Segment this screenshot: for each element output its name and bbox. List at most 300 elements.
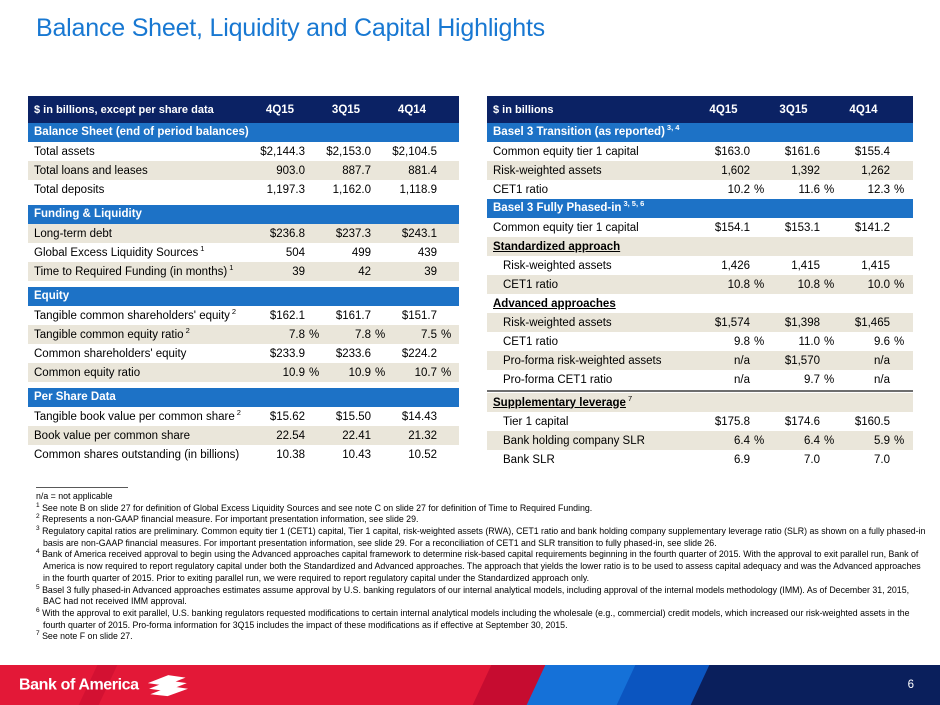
table-row (28, 445, 459, 464)
row-label (493, 416, 697, 428)
section-title: Per Share Data (34, 391, 116, 403)
row-label-sup: 1 (200, 243, 205, 253)
cell-value: 10.8 (727, 278, 750, 291)
value-group (321, 146, 387, 158)
section-band (28, 123, 459, 142)
row-label-text: Global Excess Liquidity Sources (34, 246, 199, 259)
cell-value: 22.54 (276, 429, 305, 442)
row-label-text: Tangible common equity ratio (34, 328, 184, 341)
value-group (387, 449, 453, 461)
row-label (34, 228, 255, 240)
cell-value: $163.0 (714, 145, 750, 158)
value-group (697, 222, 767, 234)
section-band (487, 199, 913, 218)
value-group (767, 416, 837, 428)
row-label-text: Book value per common share (34, 429, 190, 442)
row-label-sup: 2 (236, 407, 241, 417)
footnote: $^2$ Represents a non-GAAP financial measure. For important presentation information, see slide 29. (36, 513, 419, 525)
cell-unit (890, 355, 907, 367)
cell-unit (890, 416, 907, 428)
row-label (493, 222, 697, 234)
cell-unit: % (375, 328, 386, 341)
value-group (697, 374, 767, 386)
brand-wordmark: Bank of America (19, 676, 139, 693)
footnote-marker: 6 (36, 606, 40, 614)
cell-value: 1,602 (721, 164, 750, 177)
row-label-text: Total assets (34, 145, 95, 158)
cell-unit (820, 165, 837, 177)
cell-unit (437, 247, 453, 259)
cell-value: n/a (874, 373, 890, 386)
footnote-marker: 3 (36, 525, 40, 533)
cell-value: 11.6 (798, 183, 820, 196)
row-label (34, 262, 255, 278)
cell-value: 10.0 (867, 278, 890, 291)
table-row (487, 142, 913, 161)
row-label (34, 243, 255, 259)
cell-value: 7.8 (289, 328, 305, 341)
row-label-text: Pro-forma CET1 ratio (503, 373, 613, 386)
row-label-text: Total deposits (34, 183, 105, 196)
cell-value: 42 (358, 265, 371, 278)
cell-value: $161.6 (784, 145, 820, 158)
table-row (28, 325, 459, 344)
value-group (387, 367, 453, 379)
footnote-marker: 5 (36, 583, 40, 591)
cell-value: 10.52 (408, 448, 437, 461)
row-label (34, 146, 255, 158)
value-group (321, 228, 387, 240)
cell-unit (305, 430, 321, 442)
cell-unit (437, 348, 453, 360)
cell-value: $236.8 (269, 227, 305, 240)
value-group (387, 310, 453, 322)
row-label-sup: 1 (229, 262, 234, 272)
cell-unit: % (894, 278, 905, 291)
cell-unit (437, 165, 453, 177)
table-row (28, 306, 459, 325)
row-label (493, 355, 697, 367)
value-group (837, 165, 907, 177)
value-group (255, 329, 321, 341)
value-group (697, 165, 767, 177)
value-group (255, 449, 321, 461)
bofa-flag-icon (146, 674, 188, 697)
row-label (34, 367, 255, 379)
value-group (255, 165, 321, 177)
balance-sheet-table (28, 96, 459, 464)
cell-unit (371, 348, 387, 360)
footer-band (0, 665, 940, 705)
cell-value: $154.1 (714, 221, 750, 234)
cell-unit: % (309, 366, 320, 379)
value-group (255, 266, 321, 278)
cell-value: $1,574 (714, 316, 750, 329)
cell-unit (305, 184, 321, 196)
cell-unit (750, 165, 767, 177)
value-group (767, 454, 837, 466)
row-label-text: Standardized approach (493, 240, 621, 253)
value-group (321, 266, 387, 278)
section-title: Basel 3 Transition (as reported) (493, 126, 665, 138)
table-row (28, 262, 459, 281)
column-header: 4Q14 (397, 103, 427, 116)
row-label (493, 165, 697, 177)
value-group (387, 329, 453, 341)
footnote-marker: 1 (36, 501, 40, 509)
value-group (837, 222, 907, 234)
value-group (321, 310, 387, 322)
table-unit-note: $ in billions, except per share data (34, 103, 214, 116)
row-label-sup: 7 (627, 393, 633, 403)
table-row (487, 393, 913, 412)
value-group (387, 146, 453, 158)
table-row (487, 450, 913, 469)
cell-value: $233.9 (269, 347, 305, 360)
cell-value: 7.0 (804, 453, 820, 466)
value-group (387, 165, 453, 177)
column-header: 4Q15 (709, 103, 738, 116)
value-group (321, 329, 387, 341)
column-header: 4Q15 (265, 103, 295, 116)
cell-value: 39 (292, 265, 305, 278)
value-group (321, 247, 387, 259)
table-row (487, 180, 913, 199)
value-group (837, 416, 907, 428)
cell-unit (371, 146, 387, 158)
cell-unit: % (894, 434, 905, 447)
footnote: $^5$ Basel 3 fully phased-in Advanced approaches estimates assume approval by U.S. banking regulators of our internal analytical models, including approval of the internal models methodology (IMM). As of December 31, 2015, BAC had not received IMM approval. (36, 583, 910, 607)
value-group (321, 411, 387, 423)
cell-value: 499 (351, 246, 371, 259)
cell-value: n/a (734, 354, 750, 367)
section-title: Funding & Liquidity (34, 208, 142, 220)
table-row (28, 344, 459, 363)
cell-unit (750, 260, 767, 272)
value-group (837, 435, 907, 447)
value-group (697, 336, 767, 348)
cell-value: $1,398 (784, 316, 820, 329)
cell-value: 12.3 (867, 183, 890, 196)
cell-value: 881.4 (408, 164, 437, 177)
cell-unit (750, 416, 767, 428)
cell-value: 22.41 (342, 429, 371, 442)
value-group (321, 430, 387, 442)
cell-unit (305, 310, 321, 322)
cell-value: 10.7 (414, 366, 437, 379)
cell-value: 10.9 (282, 366, 305, 379)
cell-unit (437, 449, 453, 461)
row-label (493, 279, 697, 291)
cell-unit (305, 266, 321, 278)
cell-value: $151.7 (401, 309, 437, 322)
row-label (34, 325, 255, 341)
cell-value: 21.32 (408, 429, 437, 442)
na-note: n/a = not applicable (36, 491, 113, 501)
section-title-sup: 3, 5, 6 (623, 199, 645, 209)
row-label (493, 454, 697, 466)
cell-unit: % (824, 183, 835, 196)
table-separator (487, 390, 913, 392)
cell-unit (437, 310, 453, 322)
cell-unit (437, 146, 453, 158)
cell-unit: % (824, 373, 835, 386)
table-row (487, 161, 913, 180)
value-group (697, 260, 767, 272)
row-label-text: Tangible book value per common share (34, 410, 235, 423)
cell-unit (371, 247, 387, 259)
cell-unit: % (441, 366, 452, 379)
cell-value: 10.2 (727, 183, 750, 196)
cell-unit (371, 449, 387, 461)
row-label (34, 165, 255, 177)
value-group (387, 411, 453, 423)
section-band (28, 205, 459, 224)
cell-value: $1,465 (854, 316, 890, 329)
row-label-text: Risk-weighted assets (493, 164, 602, 177)
value-group (767, 165, 837, 177)
row-label-text: CET1 ratio (493, 183, 548, 196)
section-band (28, 287, 459, 306)
row-label-text: Common equity ratio (34, 366, 141, 379)
cell-unit (820, 260, 837, 272)
value-group (321, 367, 387, 379)
cell-value: 10.43 (342, 448, 371, 461)
cell-unit (437, 184, 453, 196)
cell-value: 5.9 (874, 434, 890, 447)
value-group (255, 228, 321, 240)
cell-unit: % (309, 328, 320, 341)
row-label (493, 435, 697, 447)
value-group (321, 165, 387, 177)
bank-of-america-logo (19, 674, 188, 697)
section-title-sup: 3, 4 (666, 123, 680, 133)
cell-value: $162.1 (269, 309, 305, 322)
cell-value: $1,570 (784, 354, 820, 367)
cell-value: 6.4 (804, 434, 820, 447)
cell-value: $174.6 (784, 415, 820, 428)
cell-unit: % (754, 183, 765, 196)
cell-value: 887.7 (342, 164, 371, 177)
cell-value: 1,392 (791, 164, 820, 177)
cell-value: 10.9 (348, 366, 371, 379)
cell-unit (890, 317, 907, 329)
row-label-text: Risk-weighted assets (503, 259, 612, 272)
cell-value: $175.8 (714, 415, 750, 428)
table-row (28, 161, 459, 180)
row-label (34, 430, 255, 442)
row-label-text: Common equity tier 1 capital (493, 145, 639, 158)
table-row (487, 412, 913, 431)
row-label (493, 336, 697, 348)
cell-value: $14.43 (401, 410, 437, 423)
table-row (487, 351, 913, 370)
value-group (837, 260, 907, 272)
capital-table (487, 96, 913, 469)
value-group (837, 317, 907, 329)
row-label (493, 317, 697, 329)
value-group (255, 348, 321, 360)
table-row (28, 180, 459, 199)
value-group (697, 454, 767, 466)
cell-value: 903.0 (276, 164, 305, 177)
cell-value: $160.5 (854, 415, 890, 428)
cell-value: $233.6 (335, 347, 371, 360)
table-row (28, 407, 459, 426)
value-group (767, 336, 837, 348)
row-label-text: Time to Required Funding (in months) (34, 265, 228, 278)
cell-value: 10.38 (276, 448, 305, 461)
table-row (487, 332, 913, 351)
cell-unit: % (824, 434, 835, 447)
cell-value: 1,197.3 (266, 183, 305, 196)
cell-value: $237.3 (335, 227, 371, 240)
footnote: $^6$ With the approval to exit parallel, U.S. banking regulators requested modifications to certain internal analytical models including the wholesale (e.g., commercial) credit models, which increased our risk-weighted assets in the fourth quarter of 2015. Pro-forma information for 3Q15 includes the impact of these modifications as if effective at September 30, 2015. (36, 606, 910, 630)
cell-unit: % (441, 328, 452, 341)
table-row (28, 142, 459, 161)
cell-unit (371, 430, 387, 442)
cell-unit (890, 374, 907, 386)
cell-value: $2,153.0 (326, 145, 371, 158)
value-group (767, 279, 837, 291)
table-unit-note: $ in billions (493, 103, 554, 116)
cell-unit (750, 222, 767, 234)
cell-value: $243.1 (401, 227, 437, 240)
cell-value: $153.1 (784, 221, 820, 234)
value-group (837, 374, 907, 386)
value-group (255, 430, 321, 442)
cell-value: 9.6 (874, 335, 890, 348)
value-group (255, 247, 321, 259)
value-group (387, 228, 453, 240)
cell-value: $2,144.3 (260, 145, 305, 158)
cell-value: $224.2 (401, 347, 437, 360)
table-row (487, 431, 913, 450)
page-number: 6 (907, 679, 914, 691)
value-group (697, 435, 767, 447)
value-group (387, 348, 453, 360)
footnote-marker: 2 (36, 513, 40, 521)
footnote: $^3$ Regulatory capital ratios are preliminary. Common equity tier 1 (CET1) capital, Tier 1 capital, risk-weighted assets (RWA), CET1 ratio and bank holding company supplementary leverage ratio (SLR) as shown on a fully phased-in basis are non-GAAP financial measures. For important presentation information, see slide 29. For a reconciliation of CET1 and SLR transition to fully phased-in, see slide 26. (36, 525, 926, 548)
table-row (487, 294, 913, 313)
cell-value: n/a (734, 373, 750, 386)
table-row (487, 313, 913, 332)
row-label-text: Common shares outstanding (in billions) (34, 448, 240, 461)
cell-value: $161.7 (335, 309, 371, 322)
value-group (767, 260, 837, 272)
section-title: Equity (34, 290, 70, 302)
table-row (487, 370, 913, 389)
cell-unit (750, 355, 767, 367)
cell-value: 7.5 (421, 328, 437, 341)
cell-unit (305, 348, 321, 360)
cell-value: $141.2 (854, 221, 890, 234)
value-group (767, 355, 837, 367)
value-group (837, 454, 907, 466)
table-row (487, 237, 913, 256)
value-group (321, 449, 387, 461)
page-title: Balance Sheet, Liquidity and Capital Highlights (36, 14, 545, 42)
cell-value: 39 (424, 265, 437, 278)
value-group (837, 146, 907, 158)
cell-unit: % (754, 434, 765, 447)
row-label (493, 298, 907, 310)
row-label-text: Tangible common shareholders' equity (34, 309, 230, 322)
cell-unit: % (824, 335, 835, 348)
column-header: 4Q14 (849, 103, 878, 116)
value-group (767, 222, 837, 234)
value-group (697, 355, 767, 367)
cell-unit (890, 165, 907, 177)
value-group (697, 279, 767, 291)
row-label-text: Long-term debt (34, 227, 112, 240)
cell-value: 9.8 (734, 335, 750, 348)
row-label (493, 184, 697, 196)
value-group (697, 184, 767, 196)
cell-value: 1,415 (861, 259, 890, 272)
section-band (487, 123, 913, 142)
cell-value: 11.0 (798, 335, 820, 348)
cell-unit: % (894, 335, 905, 348)
row-label-sup: 2 (231, 306, 237, 316)
cell-unit (890, 146, 907, 158)
cell-value: 1,162.0 (332, 183, 371, 196)
value-group (767, 146, 837, 158)
cell-unit (750, 146, 767, 158)
cell-unit (305, 146, 321, 158)
cell-unit (305, 247, 321, 259)
value-group (767, 374, 837, 386)
cell-unit (305, 165, 321, 177)
cell-unit (750, 317, 767, 329)
cell-unit: % (894, 183, 905, 196)
row-label-sup: 2 (185, 325, 190, 335)
table-row (487, 256, 913, 275)
cell-unit (371, 411, 387, 423)
row-label (34, 407, 255, 423)
value-group (387, 247, 453, 259)
value-group (255, 367, 321, 379)
value-group (255, 310, 321, 322)
row-label-text: Advanced approaches (493, 297, 616, 310)
cell-unit (890, 260, 907, 272)
value-group (767, 435, 837, 447)
value-group (837, 336, 907, 348)
cell-value: 439 (417, 246, 437, 259)
cell-unit (750, 374, 767, 386)
row-label (493, 374, 697, 386)
footnote-rule (36, 487, 128, 488)
cell-unit (371, 184, 387, 196)
cell-value: 6.9 (734, 453, 750, 466)
row-label (493, 241, 907, 253)
cell-value: 504 (285, 246, 305, 259)
cell-unit: % (824, 278, 835, 291)
row-label (34, 306, 255, 322)
row-label (34, 449, 255, 461)
cell-unit (437, 430, 453, 442)
row-label (493, 260, 697, 272)
footnote: $^4$ Bank of America received approval to begin using the Advanced approaches capital framework to determine risk-based capital requirements beginning in the fourth quarter of 2015. With the approval to exit parallel run, Bank of America is now required to report regulatory capital under both the Standardized and Advanced approaches. The approach that yields the lower ratio is to be used to assess capital adequacy and was the Advanced approaches in the fourth quarter of 2015. Prior to exiting parallel run, we were required to report regulatory capital under the Standardized approach only. (36, 548, 921, 583)
row-label-text: Supplementary leverage (493, 396, 626, 409)
footnote-marker: 4 (36, 548, 40, 556)
cell-unit (371, 266, 387, 278)
cell-unit (820, 146, 837, 158)
value-group (387, 266, 453, 278)
cell-value: $15.62 (269, 410, 305, 423)
row-label-text: Bank SLR (503, 453, 555, 466)
cell-value: $155.4 (854, 145, 890, 158)
